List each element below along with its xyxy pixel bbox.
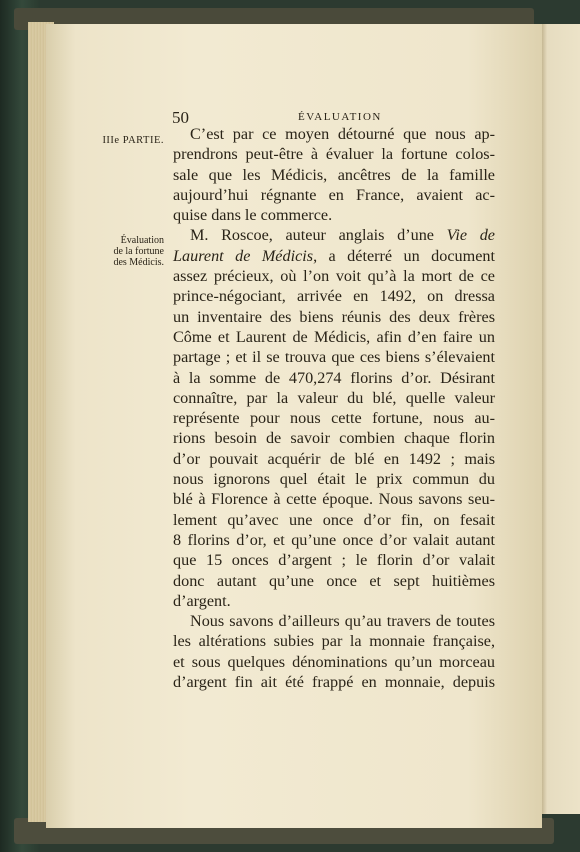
text-line: blé à Florence à cette époque. Nous savons seu- — [173, 490, 495, 509]
text-line: quise dans le commerce. — [173, 206, 333, 225]
text-line: lement qu’avec une once d’or fin, on fesait — [173, 510, 495, 529]
text-line: 8 florins d’or, et qu’une once d’or valait autant — [173, 530, 495, 549]
text-line: et sous quelques dénominations qu’un morceau — [173, 652, 495, 671]
text-line: partage ; et il se trouva que ces biens s’élevaient — [173, 348, 495, 367]
text-line: d’argent fin ait été frappé en monnaie, depuis — [173, 673, 495, 692]
margin-part-label — [102, 135, 164, 146]
book-page — [46, 24, 542, 828]
text-line: sale que les Médicis, ancêtres de la famille — [173, 165, 495, 184]
text-line: les altérations subies par la monnaie française, — [173, 632, 495, 651]
text-line: prince-négociant, arrivée en 1492, on dressa — [173, 287, 495, 306]
text-line: d’argent. — [173, 591, 231, 610]
text-line: à la somme de 470,274 florins d’or. Désirant — [173, 368, 495, 387]
page-number: 50 — [172, 108, 189, 127]
text-line: C’est par ce moyen détourné que nous ap- — [190, 125, 495, 143]
text-segment: , a déterré un document — [313, 246, 495, 265]
margin-note-line: des Médicis. — [113, 257, 164, 268]
body-text — [173, 124, 495, 692]
text-line: un inventaire des biens réunis des deux frères — [173, 307, 495, 326]
italic-title: Laurent de Médicis — [173, 246, 314, 265]
part-label: IIIe PARTIE. — [102, 135, 164, 146]
text-line — [173, 225, 495, 245]
italic-title: Vie de — [446, 226, 495, 245]
text-line: que 15 onces d’argent ; le florin d’or valait — [173, 551, 495, 570]
running-title: ÉVALUATION — [298, 111, 382, 123]
text-line — [173, 246, 495, 266]
text-segment: M. Roscoe, auteur anglais d’une — [190, 226, 447, 245]
facing-page-edge — [540, 24, 580, 814]
margin-note-line: Évaluation — [120, 235, 164, 246]
text-line: prendrons peut-être à évaluer la fortune colos- — [173, 145, 495, 164]
margin-note — [113, 235, 164, 268]
text-line: donc autant qu’une once et sept huitièmes — [173, 571, 495, 590]
text-line: assez précieux, où l’on voit qu’à la mort de ce — [173, 267, 495, 286]
text-line: Côme et Laurent de Médicis, afin d’en faire un — [173, 327, 495, 346]
text-line: d’or pouvait acquérir de blé en 1492 ; mais — [173, 449, 495, 468]
text-line: représente pour nous cette fortune, nous au- — [173, 409, 495, 428]
margin-note-line: de la fortune — [113, 246, 164, 257]
text-line: nous ignorons quel était le prix commun du — [173, 470, 495, 489]
text-line: aujourd’hui régnante en France, avaient ac- — [173, 185, 495, 204]
text-line: Nous savons d’ailleurs qu’au travers de toutes — [190, 612, 495, 631]
text-line: rions besoin de savoir combien chaque florin — [173, 429, 495, 448]
text-line: connaître, par la valeur du blé, quelle valeur — [173, 388, 495, 407]
